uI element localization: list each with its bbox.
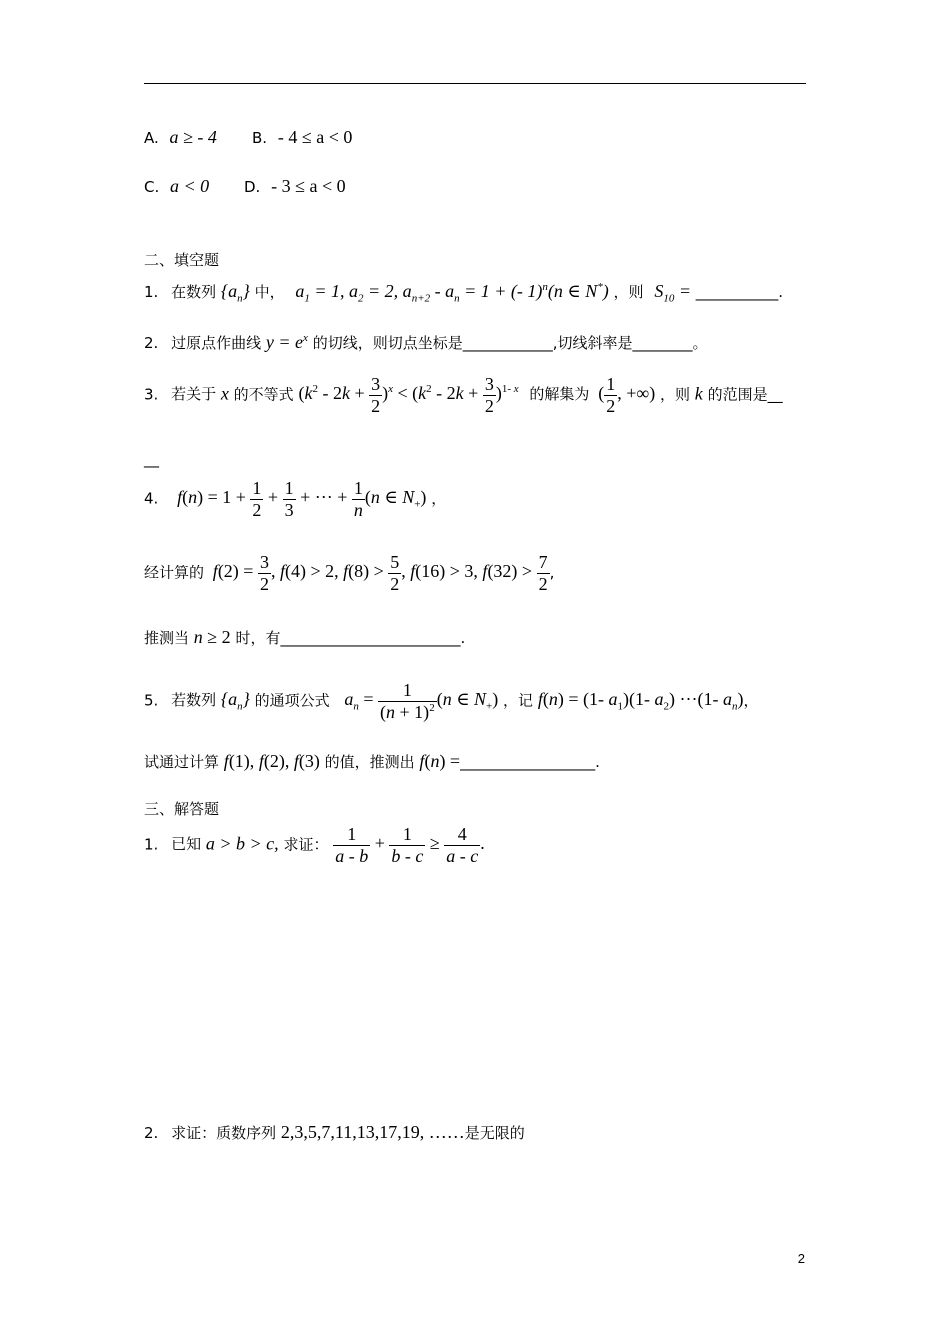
math-harmonic-sum: f(n) = 1 + $\frac{1}{2}$ + $\frac{1}{3}$ + ··· + $\frac{1}{n}$ (n ∈ $N_+$) [177, 478, 427, 520]
math-sequence-an: $\{a_n\}$ [220, 689, 250, 713]
proof-q2 [144, 1123, 525, 1141]
q-number: 1. [144, 283, 159, 301]
option-b [252, 128, 352, 146]
option-c [144, 177, 209, 195]
fill-q4-computed [144, 552, 554, 594]
q-text: 的通项公式 [254, 691, 330, 710]
math-sequence-an: $\{a_n\}$ [220, 281, 250, 305]
section2-heading: 二、填空题 [144, 251, 220, 269]
math-s10: $S_{10}$ = [654, 281, 691, 305]
q-text: , [549, 563, 555, 582]
q-text: 若数列 [171, 691, 217, 710]
fill-q5-conjecture [144, 752, 600, 770]
page-number: 2 [797, 1251, 805, 1266]
q-text: 已知 [171, 835, 202, 854]
option-b-label: B. [252, 129, 268, 147]
option-d-value: - 3 ≤ a < 0 [271, 176, 346, 196]
fill-q2 [144, 333, 708, 351]
fill-q5 [144, 680, 758, 722]
fill-q3 [144, 374, 783, 416]
q-text: 时，有 [235, 629, 281, 647]
fill-q3-continuation: __ [144, 450, 159, 468]
answer-blank: ________ [632, 334, 693, 352]
q-number: 1. [144, 835, 159, 854]
option-c-label: C. [144, 178, 160, 196]
option-a-label: A. [144, 129, 159, 147]
math-proof-inequality: $\frac{1}{a - b}$ + $\frac{1}{b - c}$ ≥ $\frac{4}{a - c}$ . [335, 824, 485, 866]
math-condition: a > b > c, [205, 833, 279, 854]
math-curve: $y = e^x$ [265, 332, 308, 352]
option-a-value: a ≥ - 4 [169, 127, 217, 147]
option-b-value: - 4 ≤ a < 0 [277, 127, 353, 147]
header-rule [144, 83, 806, 84]
q-text: 是无限的 [464, 1124, 525, 1142]
math-fn-eq: f(n) = [419, 751, 461, 771]
q-number: 3. [144, 385, 159, 404]
q-text: ， [431, 489, 447, 508]
q-text: ，则 [659, 385, 690, 404]
q-text: 求证：质数序列 [171, 1124, 277, 1142]
math-k: k [694, 383, 703, 404]
q-text: 的解集为 [529, 385, 590, 404]
q-text: 推测当 [144, 629, 190, 647]
math-computed-values: f(2) = $\frac{3}{2}$ , f(4) > 2, f(8) > $\frac{5}{2}$ , f(16) > 3, f(32) > $\frac{7}{2}$ [212, 552, 548, 594]
answer-blank: ___________. [695, 283, 784, 301]
math-x: x [220, 383, 229, 404]
q-text: 试通过计算 [144, 753, 220, 771]
math-recurrence: $a_1 = 1$, $a_2 = 2$, $a_{n+2} - a_n = 1$ + (- 1)$^n$(n ∈ N*) [295, 281, 609, 305]
option-d [244, 177, 346, 195]
option-d-label: D. [244, 178, 261, 196]
q-text: ， [743, 691, 759, 710]
answer-blank: ____________ [462, 334, 553, 352]
fill-q4-conjecture [144, 628, 465, 646]
q-text: ，则 [613, 283, 644, 301]
math-interval: ( $\frac{1}{2}$ , +∞) [598, 374, 656, 416]
q-text: 过原点作曲线 [171, 334, 262, 352]
answer-blank: __ [767, 385, 783, 404]
math-f123: f(1), f(2), f(3) [223, 751, 320, 771]
math-general-term: $a_n$ = $\frac{1}{(n + 1)^2}$ (n ∈ $N_+$) [344, 680, 499, 722]
option-c-value: a < 0 [170, 176, 210, 196]
math-n-ge-2: n ≥ 2 [193, 627, 231, 647]
q-text: 中， [254, 283, 285, 301]
section3-heading: 三、解答题 [144, 800, 220, 818]
answer-blank: __________________. [460, 753, 600, 771]
q-text: 。 [692, 334, 708, 352]
q-number: 5. [144, 691, 159, 710]
q-text: 求证： [283, 835, 329, 854]
fill-q1 [144, 282, 783, 305]
q-text: 的范围是 [707, 385, 768, 404]
fill-q4 [144, 478, 446, 520]
math-prime-sequence: 2,3,5,7,11,13,17,19, …… [280, 1122, 465, 1142]
q-number: 2. [144, 334, 159, 352]
q-text: 在数列 [171, 283, 217, 301]
answer-blank: ________________________. [280, 629, 466, 647]
q-text: ，记 [503, 691, 534, 710]
q-text: 若关于 [171, 385, 217, 404]
q-number: 2. [144, 1124, 159, 1142]
q-text: 经计算的 [144, 563, 205, 582]
q-text: 的值，推测出 [324, 753, 415, 771]
option-a [144, 128, 217, 146]
q-number: 4. [144, 489, 159, 508]
q-text: 的切线，则切点坐标是 [312, 334, 463, 352]
q-text: ,切线斜率是 [552, 334, 633, 352]
proof-q1 [144, 824, 485, 866]
q-text: 的不等式 [233, 385, 294, 404]
math-product: f(n) = (1- $a_1)(1-$ $a_2) \cdot\cdot\cdot(1-$ $a_n$) [537, 689, 744, 713]
math-inequality: ($k^2 - 2k$ + $\frac{3}{2}$ )$^x < (k^2 - 2k$ + $\frac{3}{2}$ )$^{1- x}$ [298, 374, 519, 416]
